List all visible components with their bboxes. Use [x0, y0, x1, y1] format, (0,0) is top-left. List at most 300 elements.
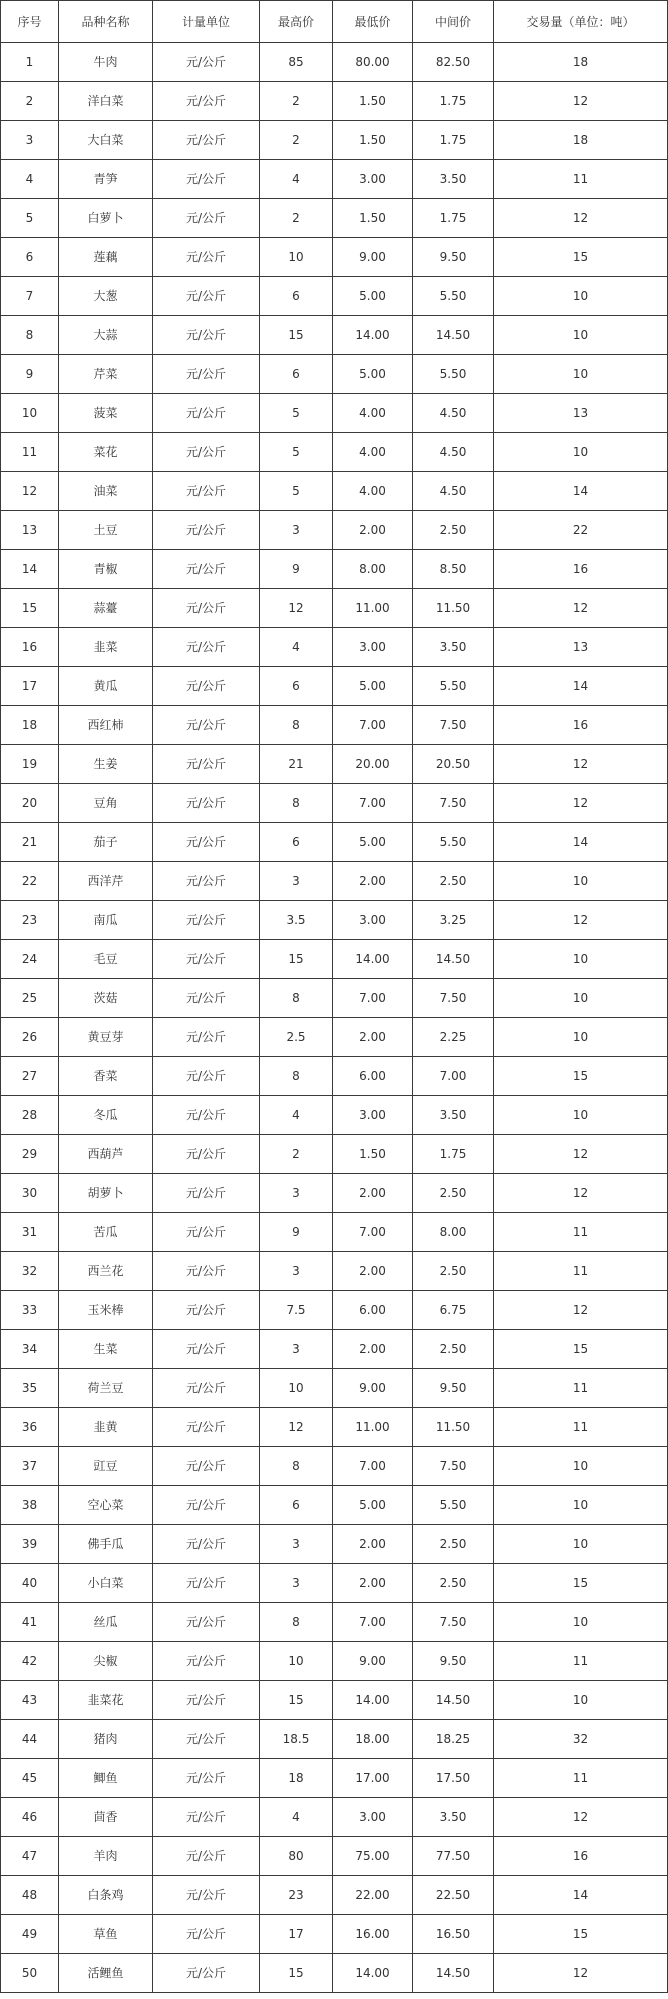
cell-volume: 32 [494, 1720, 668, 1759]
cell-variety-name: 茴香 [59, 1798, 153, 1837]
cell-min-price: 17.00 [333, 1759, 413, 1798]
cell-unit: 元/公斤 [153, 1213, 260, 1252]
table-row [1, 511, 668, 550]
cell-index: 30 [1, 1174, 59, 1213]
cell-variety-name: 茄子 [59, 823, 153, 862]
cell-min-price: 2.00 [333, 1018, 413, 1057]
cell-index: 38 [1, 1486, 59, 1525]
cell-max-price: 12 [260, 1408, 333, 1447]
cell-unit: 元/公斤 [153, 1603, 260, 1642]
cell-max-price: 10 [260, 1642, 333, 1681]
cell-mid-price: 1.75 [413, 1135, 494, 1174]
cell-index: 22 [1, 862, 59, 901]
cell-index: 4 [1, 160, 59, 199]
table-row [1, 1330, 668, 1369]
cell-min-price: 14.00 [333, 316, 413, 355]
cell-mid-price: 2.25 [413, 1018, 494, 1057]
table-row [1, 1135, 668, 1174]
cell-volume: 12 [494, 901, 668, 940]
cell-max-price: 15 [260, 1681, 333, 1720]
cell-max-price: 3 [260, 1564, 333, 1603]
cell-volume: 15 [494, 1915, 668, 1954]
cell-index: 18 [1, 706, 59, 745]
cell-unit: 元/公斤 [153, 901, 260, 940]
cell-mid-price: 9.50 [413, 1369, 494, 1408]
cell-mid-price: 3.50 [413, 160, 494, 199]
header-mid-price: 中间价 [413, 1, 494, 43]
cell-mid-price: 14.50 [413, 940, 494, 979]
cell-min-price: 22.00 [333, 1876, 413, 1915]
cell-min-price: 7.00 [333, 706, 413, 745]
table-row [1, 121, 668, 160]
cell-max-price: 2 [260, 199, 333, 238]
cell-unit: 元/公斤 [153, 1798, 260, 1837]
cell-variety-name: 空心菜 [59, 1486, 153, 1525]
cell-max-price: 5 [260, 394, 333, 433]
cell-volume: 10 [494, 1486, 668, 1525]
cell-max-price: 15 [260, 316, 333, 355]
cell-variety-name: 芹菜 [59, 355, 153, 394]
table-row [1, 1954, 668, 1993]
cell-min-price: 5.00 [333, 1486, 413, 1525]
cell-max-price: 18 [260, 1759, 333, 1798]
table-row [1, 706, 668, 745]
cell-variety-name: 黄豆芽 [59, 1018, 153, 1057]
header-unit: 计量单位 [153, 1, 260, 43]
table-row [1, 862, 668, 901]
cell-index: 26 [1, 1018, 59, 1057]
cell-mid-price: 7.50 [413, 784, 494, 823]
cell-mid-price: 2.50 [413, 1174, 494, 1213]
cell-volume: 12 [494, 745, 668, 784]
cell-variety-name: 韭黄 [59, 1408, 153, 1447]
cell-mid-price: 6.75 [413, 1291, 494, 1330]
cell-mid-price: 14.50 [413, 1681, 494, 1720]
cell-variety-name: 白萝卜 [59, 199, 153, 238]
cell-volume: 16 [494, 550, 668, 589]
cell-variety-name: 胡萝卜 [59, 1174, 153, 1213]
cell-max-price: 12 [260, 589, 333, 628]
cell-min-price: 5.00 [333, 823, 413, 862]
cell-volume: 18 [494, 121, 668, 160]
cell-mid-price: 18.25 [413, 1720, 494, 1759]
cell-min-price: 4.00 [333, 433, 413, 472]
table-row [1, 1213, 668, 1252]
cell-index: 48 [1, 1876, 59, 1915]
cell-unit: 元/公斤 [153, 979, 260, 1018]
cell-index: 19 [1, 745, 59, 784]
cell-volume: 12 [494, 1135, 668, 1174]
cell-unit: 元/公斤 [153, 1135, 260, 1174]
cell-volume: 12 [494, 199, 668, 238]
cell-min-price: 5.00 [333, 277, 413, 316]
cell-min-price: 80.00 [333, 43, 413, 82]
cell-index: 17 [1, 667, 59, 706]
header-min-price: 最低价 [333, 1, 413, 43]
cell-variety-name: 菜花 [59, 433, 153, 472]
cell-volume: 10 [494, 862, 668, 901]
table-row [1, 1174, 668, 1213]
cell-mid-price: 3.50 [413, 1096, 494, 1135]
cell-min-price: 2.00 [333, 1252, 413, 1291]
cell-variety-name: 大蒜 [59, 316, 153, 355]
cell-mid-price: 82.50 [413, 43, 494, 82]
cell-variety-name: 西洋芹 [59, 862, 153, 901]
cell-min-price: 3.00 [333, 160, 413, 199]
cell-volume: 10 [494, 1018, 668, 1057]
table-row [1, 433, 668, 472]
cell-volume: 12 [494, 1174, 668, 1213]
cell-min-price: 1.50 [333, 199, 413, 238]
cell-unit: 元/公斤 [153, 1174, 260, 1213]
cell-unit: 元/公斤 [153, 1408, 260, 1447]
cell-variety-name: 豇豆 [59, 1447, 153, 1486]
cell-mid-price: 77.50 [413, 1837, 494, 1876]
cell-variety-name: 西葫芦 [59, 1135, 153, 1174]
cell-unit: 元/公斤 [153, 511, 260, 550]
cell-index: 7 [1, 277, 59, 316]
cell-unit: 元/公斤 [153, 667, 260, 706]
cell-volume: 10 [494, 1096, 668, 1135]
cell-unit: 元/公斤 [153, 316, 260, 355]
table-row [1, 1252, 668, 1291]
cell-volume: 12 [494, 1798, 668, 1837]
table-row [1, 1759, 668, 1798]
table-row [1, 823, 668, 862]
table-row [1, 1837, 668, 1876]
cell-min-price: 5.00 [333, 355, 413, 394]
cell-index: 9 [1, 355, 59, 394]
cell-max-price: 21 [260, 745, 333, 784]
cell-mid-price: 1.75 [413, 121, 494, 160]
cell-index: 27 [1, 1057, 59, 1096]
cell-index: 13 [1, 511, 59, 550]
cell-variety-name: 西红柿 [59, 706, 153, 745]
cell-variety-name: 苦瓜 [59, 1213, 153, 1252]
table-row [1, 1720, 668, 1759]
cell-variety-name: 茨菇 [59, 979, 153, 1018]
cell-unit: 元/公斤 [153, 82, 260, 121]
cell-unit: 元/公斤 [153, 1525, 260, 1564]
cell-mid-price: 17.50 [413, 1759, 494, 1798]
cell-variety-name: 毛豆 [59, 940, 153, 979]
cell-min-price: 2.00 [333, 1564, 413, 1603]
cell-min-price: 2.00 [333, 862, 413, 901]
cell-unit: 元/公斤 [153, 1096, 260, 1135]
cell-index: 28 [1, 1096, 59, 1135]
cell-mid-price: 14.50 [413, 1954, 494, 1993]
cell-variety-name: 菠菜 [59, 394, 153, 433]
cell-index: 32 [1, 1252, 59, 1291]
cell-max-price: 6 [260, 1486, 333, 1525]
cell-min-price: 2.00 [333, 1525, 413, 1564]
cell-variety-name: 大白菜 [59, 121, 153, 160]
cell-min-price: 7.00 [333, 1603, 413, 1642]
cell-mid-price: 5.50 [413, 1486, 494, 1525]
cell-min-price: 3.00 [333, 901, 413, 940]
cell-volume: 16 [494, 1837, 668, 1876]
table-row [1, 940, 668, 979]
cell-min-price: 6.00 [333, 1291, 413, 1330]
cell-volume: 10 [494, 1603, 668, 1642]
cell-mid-price: 8.00 [413, 1213, 494, 1252]
cell-mid-price: 4.50 [413, 433, 494, 472]
cell-index: 35 [1, 1369, 59, 1408]
cell-variety-name: 生菜 [59, 1330, 153, 1369]
cell-index: 3 [1, 121, 59, 160]
cell-mid-price: 14.50 [413, 316, 494, 355]
cell-volume: 14 [494, 823, 668, 862]
cell-variety-name: 青笋 [59, 160, 153, 199]
cell-min-price: 7.00 [333, 1213, 413, 1252]
cell-unit: 元/公斤 [153, 1369, 260, 1408]
cell-volume: 15 [494, 1057, 668, 1096]
cell-volume: 15 [494, 238, 668, 277]
cell-mid-price: 3.50 [413, 1798, 494, 1837]
cell-unit: 元/公斤 [153, 1330, 260, 1369]
cell-variety-name: 油菜 [59, 472, 153, 511]
cell-mid-price: 22.50 [413, 1876, 494, 1915]
cell-index: 12 [1, 472, 59, 511]
cell-index: 25 [1, 979, 59, 1018]
cell-mid-price: 7.50 [413, 979, 494, 1018]
cell-min-price: 7.00 [333, 1447, 413, 1486]
cell-unit: 元/公斤 [153, 43, 260, 82]
cell-variety-name: 羊肉 [59, 1837, 153, 1876]
cell-index: 20 [1, 784, 59, 823]
cell-variety-name: 南瓜 [59, 901, 153, 940]
table-row [1, 901, 668, 940]
cell-unit: 元/公斤 [153, 1252, 260, 1291]
cell-min-price: 2.00 [333, 511, 413, 550]
cell-unit: 元/公斤 [153, 1564, 260, 1603]
cell-unit: 元/公斤 [153, 433, 260, 472]
cell-volume: 11 [494, 1213, 668, 1252]
cell-min-price: 2.00 [333, 1330, 413, 1369]
cell-index: 43 [1, 1681, 59, 1720]
cell-index: 44 [1, 1720, 59, 1759]
table-row [1, 1018, 668, 1057]
cell-max-price: 3.5 [260, 901, 333, 940]
cell-index: 45 [1, 1759, 59, 1798]
cell-variety-name: 土豆 [59, 511, 153, 550]
cell-unit: 元/公斤 [153, 1915, 260, 1954]
cell-mid-price: 11.50 [413, 589, 494, 628]
cell-min-price: 75.00 [333, 1837, 413, 1876]
cell-min-price: 14.00 [333, 1681, 413, 1720]
cell-index: 6 [1, 238, 59, 277]
cell-volume: 15 [494, 1330, 668, 1369]
cell-volume: 16 [494, 706, 668, 745]
cell-index: 33 [1, 1291, 59, 1330]
cell-mid-price: 7.50 [413, 1447, 494, 1486]
cell-max-price: 9 [260, 1213, 333, 1252]
cell-max-price: 85 [260, 43, 333, 82]
cell-max-price: 9 [260, 550, 333, 589]
cell-index: 10 [1, 394, 59, 433]
table-row [1, 1408, 668, 1447]
cell-min-price: 20.00 [333, 745, 413, 784]
cell-unit: 元/公斤 [153, 1954, 260, 1993]
cell-min-price: 6.00 [333, 1057, 413, 1096]
cell-variety-name: 荷兰豆 [59, 1369, 153, 1408]
table-row [1, 628, 668, 667]
table-row [1, 667, 668, 706]
cell-volume: 14 [494, 472, 668, 511]
cell-mid-price: 16.50 [413, 1915, 494, 1954]
cell-volume: 10 [494, 940, 668, 979]
cell-max-price: 80 [260, 1837, 333, 1876]
cell-max-price: 6 [260, 823, 333, 862]
cell-variety-name: 莲藕 [59, 238, 153, 277]
cell-max-price: 6 [260, 667, 333, 706]
cell-max-price: 8 [260, 1603, 333, 1642]
cell-variety-name: 鲫鱼 [59, 1759, 153, 1798]
cell-variety-name: 尖椒 [59, 1642, 153, 1681]
cell-variety-name: 青椒 [59, 550, 153, 589]
cell-volume: 12 [494, 589, 668, 628]
cell-variety-name: 佛手瓜 [59, 1525, 153, 1564]
cell-mid-price: 9.50 [413, 1642, 494, 1681]
cell-max-price: 2 [260, 121, 333, 160]
cell-index: 41 [1, 1603, 59, 1642]
cell-volume: 10 [494, 1447, 668, 1486]
cell-max-price: 4 [260, 160, 333, 199]
table-row [1, 589, 668, 628]
cell-min-price: 7.00 [333, 784, 413, 823]
cell-mid-price: 4.50 [413, 394, 494, 433]
table-row [1, 238, 668, 277]
cell-mid-price: 7.50 [413, 1603, 494, 1642]
table-row [1, 277, 668, 316]
cell-min-price: 5.00 [333, 667, 413, 706]
cell-volume: 11 [494, 160, 668, 199]
cell-max-price: 3 [260, 511, 333, 550]
cell-max-price: 15 [260, 940, 333, 979]
cell-index: 31 [1, 1213, 59, 1252]
table-row [1, 1369, 668, 1408]
cell-unit: 元/公斤 [153, 589, 260, 628]
cell-mid-price: 1.75 [413, 82, 494, 121]
cell-mid-price: 20.50 [413, 745, 494, 784]
cell-volume: 12 [494, 784, 668, 823]
cell-volume: 12 [494, 82, 668, 121]
table-row [1, 745, 668, 784]
table-row [1, 1525, 668, 1564]
cell-unit: 元/公斤 [153, 355, 260, 394]
cell-max-price: 2 [260, 1135, 333, 1174]
cell-max-price: 15 [260, 1954, 333, 1993]
cell-unit: 元/公斤 [153, 862, 260, 901]
cell-max-price: 4 [260, 1096, 333, 1135]
cell-unit: 元/公斤 [153, 1447, 260, 1486]
cell-index: 2 [1, 82, 59, 121]
table-row [1, 1057, 668, 1096]
cell-index: 21 [1, 823, 59, 862]
cell-variety-name: 大葱 [59, 277, 153, 316]
cell-volume: 11 [494, 1252, 668, 1291]
table-row [1, 199, 668, 238]
cell-max-price: 5 [260, 433, 333, 472]
table-row [1, 979, 668, 1018]
header-row [1, 1, 668, 43]
cell-mid-price: 2.50 [413, 1252, 494, 1291]
cell-index: 24 [1, 940, 59, 979]
cell-max-price: 2 [260, 82, 333, 121]
cell-mid-price: 2.50 [413, 1525, 494, 1564]
table-row [1, 1564, 668, 1603]
cell-min-price: 18.00 [333, 1720, 413, 1759]
cell-mid-price: 4.50 [413, 472, 494, 511]
cell-max-price: 5 [260, 472, 333, 511]
cell-volume: 10 [494, 355, 668, 394]
cell-variety-name: 豆角 [59, 784, 153, 823]
cell-volume: 10 [494, 433, 668, 472]
table-row [1, 784, 668, 823]
table-row [1, 1096, 668, 1135]
cell-mid-price: 2.50 [413, 511, 494, 550]
cell-variety-name: 黄瓜 [59, 667, 153, 706]
cell-mid-price: 8.50 [413, 550, 494, 589]
cell-unit: 元/公斤 [153, 238, 260, 277]
cell-index: 39 [1, 1525, 59, 1564]
cell-min-price: 9.00 [333, 1642, 413, 1681]
cell-index: 42 [1, 1642, 59, 1681]
cell-unit: 元/公斤 [153, 823, 260, 862]
cell-volume: 14 [494, 667, 668, 706]
table-row [1, 1798, 668, 1837]
cell-max-price: 23 [260, 1876, 333, 1915]
header-variety-name: 品种名称 [59, 1, 153, 43]
cell-min-price: 1.50 [333, 1135, 413, 1174]
cell-variety-name: 洋白菜 [59, 82, 153, 121]
cell-volume: 12 [494, 1954, 668, 1993]
cell-max-price: 6 [260, 355, 333, 394]
cell-unit: 元/公斤 [153, 628, 260, 667]
cell-index: 36 [1, 1408, 59, 1447]
cell-index: 16 [1, 628, 59, 667]
cell-max-price: 8 [260, 1447, 333, 1486]
cell-min-price: 14.00 [333, 940, 413, 979]
cell-max-price: 17 [260, 1915, 333, 1954]
cell-unit: 元/公斤 [153, 1057, 260, 1096]
table-header [1, 1, 668, 43]
cell-max-price: 6 [260, 277, 333, 316]
cell-unit: 元/公斤 [153, 199, 260, 238]
cell-volume: 12 [494, 1291, 668, 1330]
cell-variety-name: 活鲤鱼 [59, 1954, 153, 1993]
table-row [1, 472, 668, 511]
cell-variety-name: 白条鸡 [59, 1876, 153, 1915]
table-row [1, 1642, 668, 1681]
table-row [1, 1876, 668, 1915]
cell-volume: 15 [494, 1564, 668, 1603]
cell-min-price: 1.50 [333, 121, 413, 160]
table-row [1, 316, 668, 355]
cell-unit: 元/公斤 [153, 160, 260, 199]
cell-volume: 14 [494, 1876, 668, 1915]
cell-index: 23 [1, 901, 59, 940]
table-body [1, 43, 668, 1993]
cell-unit: 元/公斤 [153, 1876, 260, 1915]
cell-unit: 元/公斤 [153, 940, 260, 979]
cell-variety-name: 生姜 [59, 745, 153, 784]
cell-min-price: 4.00 [333, 472, 413, 511]
cell-unit: 元/公斤 [153, 706, 260, 745]
cell-volume: 10 [494, 316, 668, 355]
table-row [1, 394, 668, 433]
cell-variety-name: 玉米棒 [59, 1291, 153, 1330]
